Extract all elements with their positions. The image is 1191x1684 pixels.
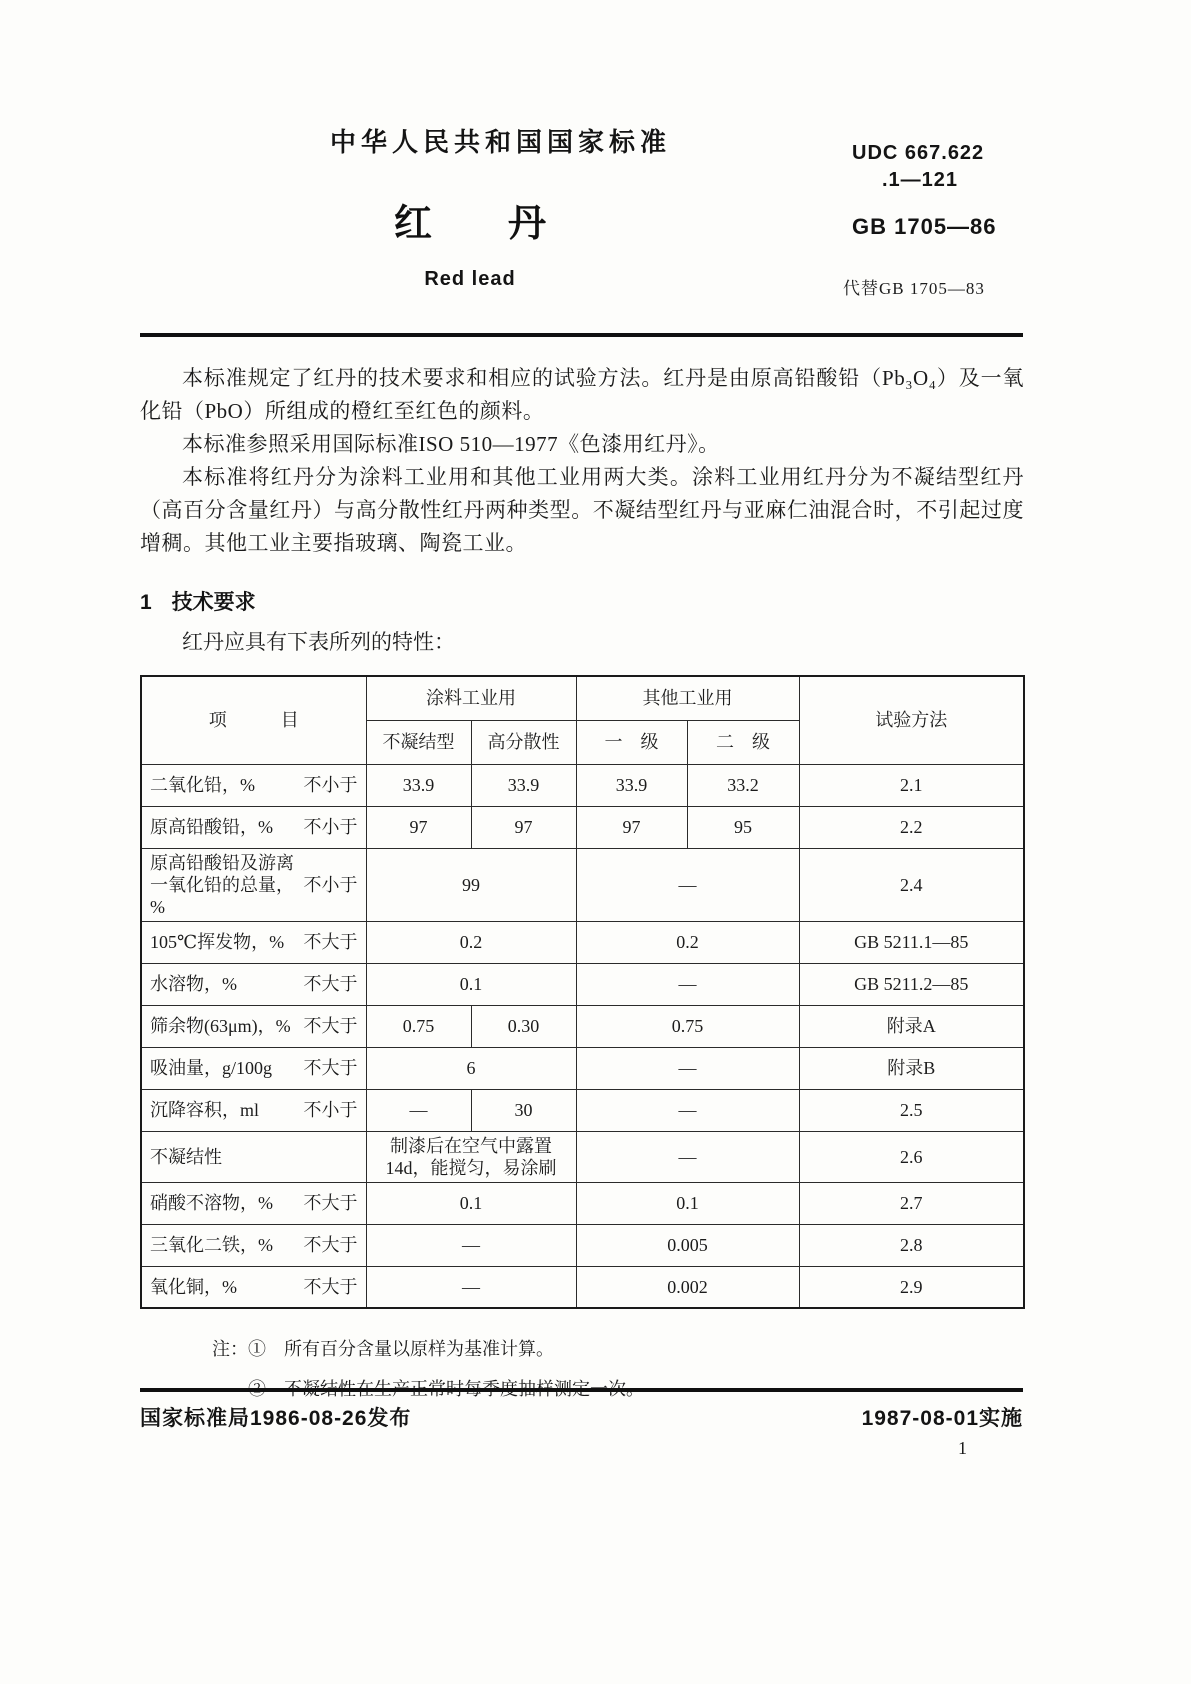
table-cell-method: 2.9 <box>799 1266 1024 1308</box>
table-cell-method: 2.7 <box>799 1182 1024 1224</box>
table-row <box>141 1089 1024 1131</box>
table-cell-item <box>141 921 366 963</box>
implementation-date: 1987-08-01实施 <box>861 1407 1023 1430</box>
table-row <box>141 1224 1024 1266</box>
column-header-non-clotting: 不凝结型 <box>366 720 471 764</box>
table-cell-method: 2.4 <box>799 848 1024 921</box>
table-cell-value: 6 <box>366 1047 576 1089</box>
replaces-standard: 代替GB 1705—83 <box>843 279 985 298</box>
footer-divider-rule <box>140 1388 1023 1392</box>
table-cell-value: 0.1 <box>366 963 576 1005</box>
row-item-label: 原高铅酸铅及游离一氧化铅的总量，% <box>150 852 294 917</box>
table-cell-value: 0.005 <box>576 1224 799 1266</box>
row-item-qualifier: 不小于 <box>303 817 358 837</box>
table-cell-method: GB 5211.1—85 <box>799 921 1024 963</box>
table-cell-method: 2.1 <box>799 764 1024 806</box>
table-row <box>141 764 1024 806</box>
table-cell-value: 0.75 <box>366 1005 471 1047</box>
table-row <box>141 1266 1024 1308</box>
column-header-high-dispersion: 高分散性 <box>471 720 576 764</box>
row-item-label: 水溶物，% <box>150 974 237 994</box>
table-cell-value: 0.1 <box>366 1182 576 1224</box>
row-item-label: 原高铅酸铅，% <box>150 817 273 837</box>
table-cell-value: — <box>366 1266 576 1308</box>
document-title-en: Red lead <box>424 268 516 290</box>
row-item-label: 三氧化二铁，% <box>150 1235 273 1255</box>
table-cell-value: 0.30 <box>471 1005 576 1047</box>
table-cell-value: 0.2 <box>366 921 576 963</box>
intro-paragraph-1: 本标准规定了红丹的技术要求和相应的试验方法。红丹是由原高铅酸铅（Pb₃O₄）及一氧化铅（PbO）所组成的橙红至红色的颜料。 <box>140 366 1024 423</box>
column-header-coating-industrial: 涂料工业用 <box>366 676 576 720</box>
table-cell-item <box>141 963 366 1005</box>
table-cell-value: 33.2 <box>687 764 799 806</box>
table-cell-value: 0.75 <box>576 1005 799 1047</box>
table-cell-value: — <box>576 963 799 1005</box>
column-header-item: 项 目 <box>141 676 366 764</box>
table-cell-item <box>141 1266 366 1308</box>
specifications-table <box>140 675 1025 1309</box>
table-cell-value: 95 <box>687 806 799 848</box>
row-item-qualifier: 不小于 <box>303 874 358 895</box>
table-cell-method: 2.5 <box>799 1089 1024 1131</box>
udc-line-2: .1—121 <box>882 169 959 191</box>
row-item-qualifier: 不大于 <box>303 1016 358 1036</box>
table-cell-value: — <box>576 1047 799 1089</box>
table-lead-sentence: 红丹应具有下表所列的特性： <box>182 630 455 654</box>
footer <box>140 1402 1023 1432</box>
table-cell-item <box>141 806 366 848</box>
table-cell-value: — <box>576 1131 799 1182</box>
note-1-text: ① 所有百分含量以原样为基准计算。 <box>248 1339 554 1359</box>
row-item-qualifier: 不大于 <box>303 1235 358 1255</box>
row-item-label: 105℃挥发物，% <box>150 932 285 952</box>
udc-classification <box>852 140 984 194</box>
section-1-number: 1 <box>140 591 152 614</box>
column-header-grade-1: 一 级 <box>576 720 687 764</box>
table-cell-value: — <box>366 1089 471 1131</box>
table-cell-value: 33.9 <box>576 764 687 806</box>
table-cell-item <box>141 1089 366 1131</box>
table-cell-value: 30 <box>471 1089 576 1131</box>
udc-line-1: UDC 667.622 <box>852 142 985 164</box>
table-cell-value: 33.9 <box>366 764 471 806</box>
section-1-heading <box>140 586 1024 616</box>
table-cell-value: 0.2 <box>576 921 799 963</box>
table-cell-value: 97 <box>576 806 687 848</box>
table-cell-value: — <box>576 1089 799 1131</box>
table-cell-item <box>141 848 366 921</box>
table-row <box>141 921 1024 963</box>
note-1 <box>212 1329 1024 1369</box>
table-cell-method: 附录B <box>799 1047 1024 1089</box>
row-item-qualifier: 不大于 <box>303 932 358 952</box>
standard-type-title: 中华人民共和国国家标准 <box>330 127 672 157</box>
row-item-qualifier: 不大于 <box>303 1276 358 1297</box>
table-cell-value: 制漆后在空气中露置14d，能搅匀，易涂刷 <box>366 1131 576 1182</box>
table-cell-item <box>141 1131 366 1182</box>
table-row <box>141 1182 1024 1224</box>
table-cell-method: 2.6 <box>799 1131 1024 1182</box>
table-cell-item <box>141 1182 366 1224</box>
table-cell-method: 2.2 <box>799 806 1024 848</box>
main-content <box>140 362 1024 1409</box>
table-row <box>141 1131 1024 1182</box>
row-item-label: 吸油量，g/100g <box>150 1058 273 1078</box>
document-title-cn: 红 丹 <box>393 203 546 245</box>
row-item-qualifier: 不大于 <box>303 1193 358 1213</box>
row-item-label: 硝酸不溶物，% <box>150 1193 273 1213</box>
section-1-title: 技术要求 <box>171 591 256 614</box>
row-item-label: 沉降容积，ml <box>150 1100 260 1120</box>
table-cell-value: 97 <box>471 806 576 848</box>
table-cell-method: 附录A <box>799 1005 1024 1047</box>
table-row <box>141 1005 1024 1047</box>
issued-by-date: 国家标准局1986-08-26发布 <box>140 1407 412 1430</box>
table-cell-value: 33.9 <box>471 764 576 806</box>
table-row <box>141 1047 1024 1089</box>
table-cell-value: — <box>366 1224 576 1266</box>
standard-number: GB 1705—86 <box>852 214 997 239</box>
column-header-test-method: 试验方法 <box>799 676 1024 764</box>
table-cell-value: 99 <box>366 848 576 921</box>
table-cell-item <box>141 764 366 806</box>
row-item-label: 筛余物(63μm)，% <box>150 1016 291 1036</box>
table-cell-method: GB 5211.2—85 <box>799 963 1024 1005</box>
row-item-qualifier: 不小于 <box>303 775 358 795</box>
intro-paragraph-2: 本标准参照采用国际标准ISO 510—1977《色漆用红丹》。 <box>182 432 720 456</box>
table-cell-item <box>141 1005 366 1047</box>
row-item-qualifier: 不大于 <box>303 1058 358 1078</box>
intro-paragraph-3: 本标准将红丹分为涂料工业用和其他工业用两大类。涂料工业用红丹分为不凝结型红丹（高百分含量红丹）与高分散性红丹两种类型。不凝结型红丹与亚麻仁油混合时，不引起过度增稠。其他工业主要指玻璃、陶瓷工业。 <box>140 465 1024 555</box>
table-row <box>141 848 1024 921</box>
table-cell-item <box>141 1224 366 1266</box>
row-item-label: 不凝结性 <box>150 1146 222 1167</box>
column-header-grade-2: 二 级 <box>687 720 799 764</box>
table-cell-method: 2.8 <box>799 1224 1024 1266</box>
table-cell-value: 97 <box>366 806 471 848</box>
table-cell-item <box>141 1047 366 1089</box>
table-cell-value: — <box>576 848 799 921</box>
table-cell-value: 0.002 <box>576 1266 799 1308</box>
table-row <box>141 806 1024 848</box>
row-item-label: 二氧化铅，% <box>150 775 255 795</box>
page-number: 1 <box>958 1438 967 1458</box>
table-row <box>141 963 1024 1005</box>
row-item-qualifier: 不大于 <box>303 974 358 994</box>
table-notes <box>212 1329 1024 1409</box>
column-header-other-industrial: 其他工业用 <box>576 676 799 720</box>
row-item-qualifier: 不小于 <box>303 1100 358 1120</box>
table-header-row-1 <box>141 676 1024 720</box>
header-divider-rule <box>140 333 1023 337</box>
row-item-label: 氧化铜，% <box>150 1276 237 1297</box>
table-cell-value: 0.1 <box>576 1182 799 1224</box>
note-label: 注： <box>212 1339 248 1359</box>
